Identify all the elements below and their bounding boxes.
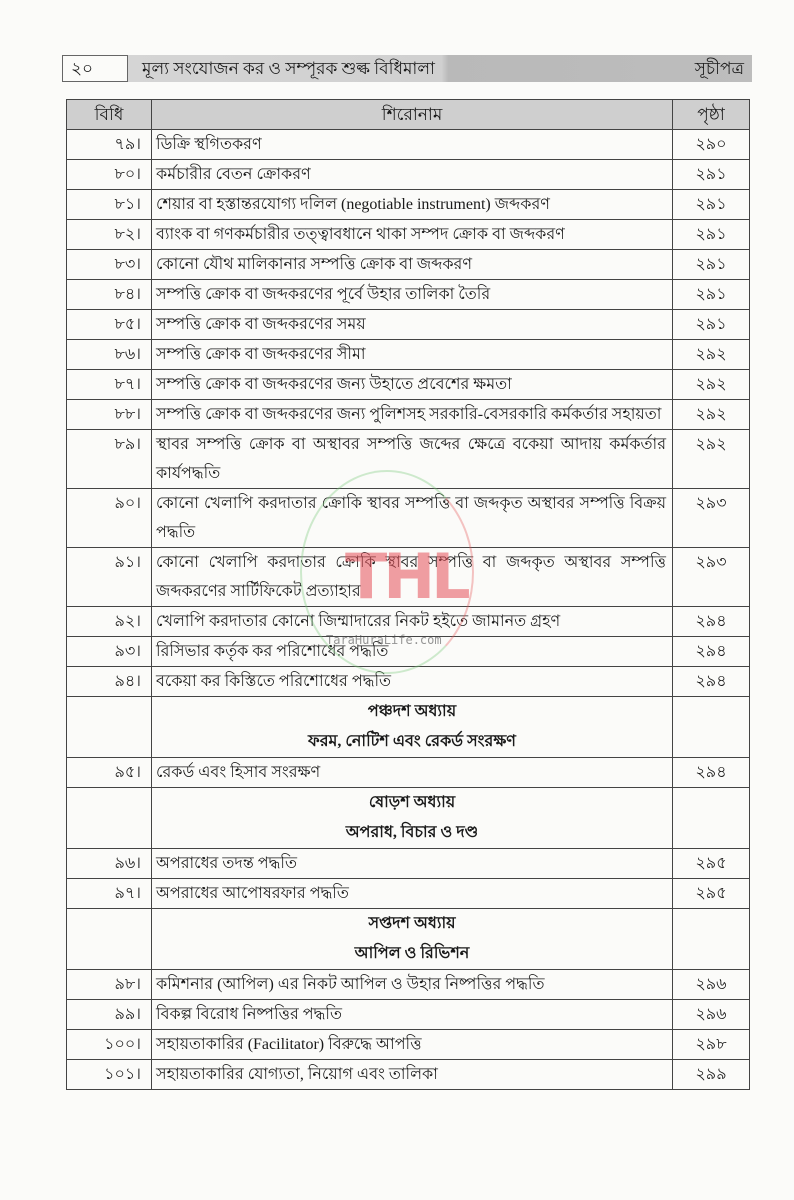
chapter-subtitle: আপিল ও রিভিশন [354,945,470,962]
rule-title: সম্পত্তি ক্রোক বা জব্দকরণের সীমা [152,340,673,370]
table-row [67,190,750,220]
empty-cell [673,909,750,970]
rule-number: ৮৬। [67,340,152,370]
page-number-cell: ২৯৪ [673,607,750,637]
rule-number: ৯৭। [67,879,152,909]
page-number-cell: ২৯৯ [673,1060,750,1090]
table-row [67,310,750,340]
rule-number: ৯৮। [67,970,152,1000]
table-row [67,1060,750,1090]
rule-title: বকেয়া কর কিস্তিতে পরিশোধের পদ্ধতি [152,667,673,697]
page-number-cell: ২৯৩ [673,489,750,548]
rule-title: কোনো খেলাপি করদাতার ক্রোকি স্থাবর সম্পত্তি বা জব্দকৃত অস্থাবর সম্পত্তি জব্দকরণের সার্টিফিকেট প্রত্যাহার [152,548,673,607]
empty-cell [67,697,152,758]
empty-cell [67,788,152,849]
rule-number: ৮৭। [67,370,152,400]
table-row [67,160,750,190]
rule-number: ১০১। [67,1060,152,1090]
rule-title: রিসিভার কর্তৃক কর পরিশোধের পদ্ধতি [152,637,673,667]
page-number-cell: ২৯৬ [673,1000,750,1030]
chapter-heading-row [67,697,750,758]
watermark-logo: THL [345,540,467,613]
table-row [67,400,750,430]
rule-title: শেয়ার বা হস্তান্তরযোগ্য দলিল (negotiable instrument) জব্দকরণ [152,190,673,220]
page-number-cell: ২৯৫ [673,849,750,879]
rule-title: ডিক্রি স্থগিতকরণ [152,130,673,160]
rule-title: সম্পত্তি ক্রোক বা জব্দকরণের সময় [152,310,673,340]
table-row [67,220,750,250]
page-number-cell: ২৯৪ [673,758,750,788]
page-number-cell: ২৯১ [673,220,750,250]
table-row [67,1030,750,1060]
chapter-subtitle: ফরম, নোটিশ এবং রেকর্ড সংরক্ষণ [308,733,516,750]
rule-title: সহায়তাকারির (Facilitator) বিরুদ্ধে আপত্তি [152,1030,673,1060]
column-header-title: শিরোনাম [152,100,673,130]
rule-number: ৯৫। [67,758,152,788]
rule-number: ৯৬। [67,849,152,879]
empty-cell [67,909,152,970]
running-header [62,55,752,82]
table-row [67,489,750,548]
rule-title: রেকর্ড এবং হিসাব সংরক্ষণ [152,758,673,788]
rule-number: ৯০। [67,489,152,548]
rule-number: ৯৪। [67,667,152,697]
chapter-heading [152,788,673,849]
page-number-cell: ২৯২ [673,400,750,430]
rule-number: ৯৩। [67,637,152,667]
table-row [67,250,750,280]
rule-number: ১০০। [67,1030,152,1060]
rule-title: কর্মচারীর বেতন ক্রোকরণ [152,160,673,190]
rule-title: স্থাবর সম্পত্তি ক্রোক বা অস্থাবর সম্পত্তি জব্দের ক্ষেত্রে বকেয়া আদায় কর্মকর্তার কার্যপদ্ধতি [152,430,673,489]
chapter-heading [152,697,673,758]
rule-number: ৮১। [67,190,152,220]
rule-number: ৮০। [67,160,152,190]
rule-title: অপরাধের আপোষরফার পদ্ধতি [152,879,673,909]
book-title: মূল্য সংযোজন কর ও সম্পূরক শুল্ক বিধিমালা [142,59,435,78]
rule-title: কমিশনার (আপিল) এর নিকট আপিল ও উহার নিষ্পত্তির পদ্ধতি [152,970,673,1000]
page-number-cell: ২৯০ [673,130,750,160]
empty-cell [673,788,750,849]
rule-title: ব্যাংক বা গণকর্মচারীর তত্ত্বাবধানে থাকা সম্পদ ক্রোক বা জব্দকরণ [152,220,673,250]
rule-number: ৭৯। [67,130,152,160]
page-number-cell: ২৯৪ [673,637,750,667]
rule-number: ৮৫। [67,310,152,340]
column-header-rule: বিধি [67,100,152,130]
rule-number: ৯৯। [67,1000,152,1030]
chapter-heading [152,909,673,970]
rule-title: সম্পত্তি ক্রোক বা জব্দকরণের পূর্বে উহার তালিকা তৈরি [152,280,673,310]
section-title: সূচীপত্র [694,59,744,78]
page-number-cell: ২৯৮ [673,1030,750,1060]
page-number-cell: ২৯১ [673,250,750,280]
rule-number: ৮৯। [67,430,152,489]
table-row [67,280,750,310]
page-number-cell: ২৯২ [673,370,750,400]
chapter-name: পঞ্চদশ অধ্যায় [367,703,457,720]
page-number-cell: ২৯২ [673,430,750,489]
table-row [67,667,750,697]
rule-number: ৮৪। [67,280,152,310]
page-number-cell: ২৯১ [673,190,750,220]
table-row [67,1000,750,1030]
rule-title: সম্পত্তি ক্রোক বা জব্দকরণের জন্য উহাতে প্রবেশের ক্ষমতা [152,370,673,400]
chapter-heading-row [67,909,750,970]
rule-number: ৯২। [67,607,152,637]
page-number-cell: ২৯৪ [673,667,750,697]
rule-title: অপরাধের তদন্ত পদ্ধতি [152,849,673,879]
page-number-cell: ২৯১ [673,280,750,310]
table-row [67,430,750,489]
watermark-site: TaraHuraLife.com [326,633,442,647]
rule-title: কোনো খেলাপি করদাতার ক্রোকি স্থাবর সম্পত্তি বা জব্দকৃত অস্থাবর সম্পত্তি বিক্রয় পদ্ধতি [152,489,673,548]
page-number-cell: ২৯১ [673,310,750,340]
page-number-cell: ২৯১ [673,160,750,190]
table-header-row [67,100,750,130]
chapter-subtitle: অপরাধ, বিচার ও দণ্ড [345,824,479,841]
rule-title: কোনো যৌথ মালিকানার সম্পত্তি ক্রোক বা জব্দকরণ [152,250,673,280]
table-row [67,879,750,909]
table-row [67,340,750,370]
rule-number: ৯১। [67,548,152,607]
page-number: ২০ [62,55,128,82]
rule-title: সম্পত্তি ক্রোক বা জব্দকরণের জন্য পুলিশসহ সরকারি-বেসরকারি কর্মকর্তার সহায়তা [152,400,673,430]
page-number-cell: ২৯৬ [673,970,750,1000]
table-row [67,849,750,879]
page-number-cell: ২৯৫ [673,879,750,909]
page-number-cell: ২৯২ [673,340,750,370]
empty-cell [673,697,750,758]
table-row [67,130,750,160]
page-number-cell: ২৯৩ [673,548,750,607]
chapter-name: ষোড়শ অধ্যায় [368,794,456,811]
table-row [67,370,750,400]
rule-title: সহায়তাকারির যোগ্যতা, নিয়োগ এবং তালিকা [152,1060,673,1090]
rule-title: খেলাপি করদাতার কোনো জিম্মাদারের নিকট হইতে জামানত গ্রহণ [152,607,673,637]
column-header-page: পৃষ্ঠা [673,100,750,130]
chapter-name: সপ্তদশ অধ্যায় [368,915,456,932]
table-row [67,758,750,788]
rule-number: ৮২। [67,220,152,250]
chapter-heading-row [67,788,750,849]
rule-number: ৮৮। [67,400,152,430]
rule-title: বিকল্প বিরোধ নিষ্পত্তির পদ্ধতি [152,1000,673,1030]
table-row [67,970,750,1000]
rule-number: ৮৩। [67,250,152,280]
